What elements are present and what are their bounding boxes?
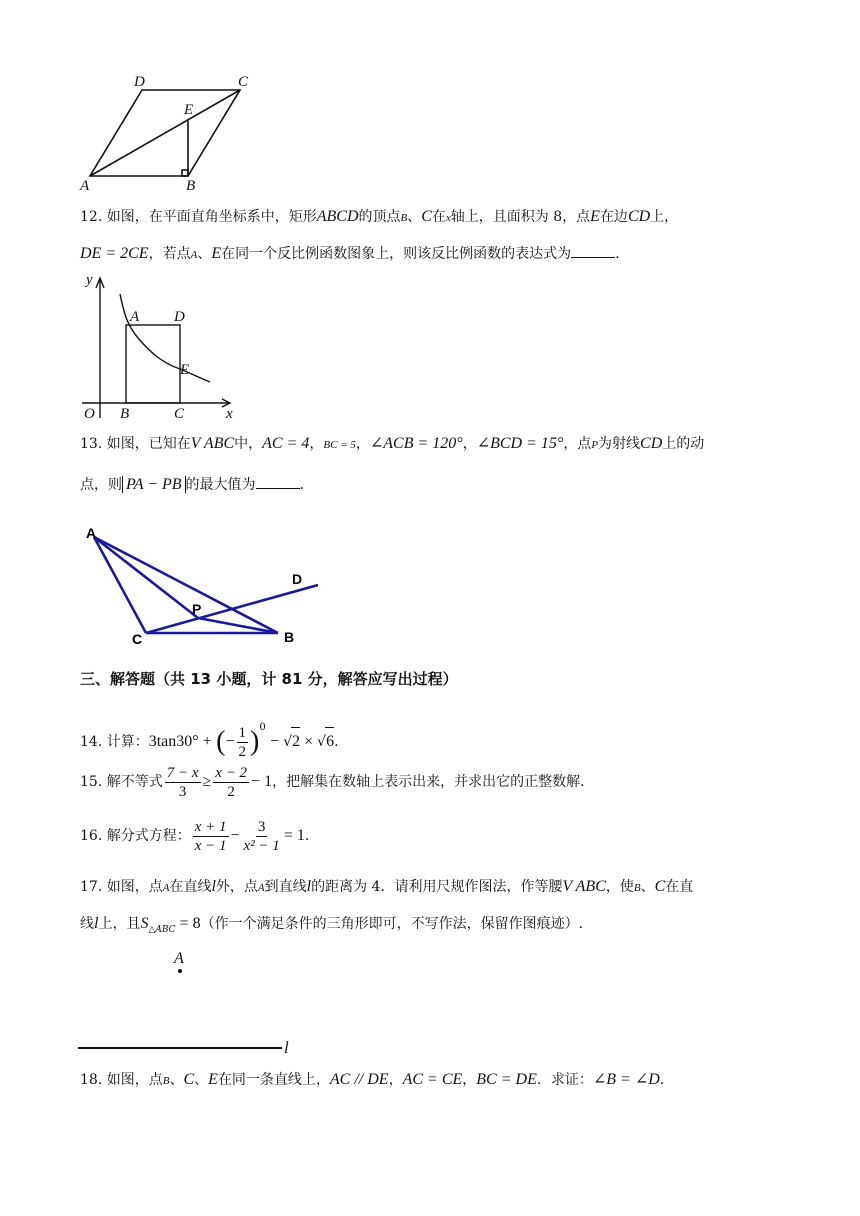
label-O: O [84,406,95,422]
point-A-dot [178,969,182,973]
label-B: B [186,178,196,194]
label-C: C [174,406,185,422]
label-E: E [184,102,194,118]
answer-blank [571,243,615,258]
line-l-label: l [284,1038,289,1057]
label-P: P [192,601,202,617]
label-D: D [134,74,145,90]
q13-line2: 点，则 PA − PB 的最大值为 . [80,476,304,493]
label-A: A [130,309,140,325]
label-A: A [86,525,97,541]
q17-line1: 17. 如图，点A在直线l外，点A到直线l的距离为 4．请利用尺规作图法，作等腰V ABC，使B、C在直 [80,878,694,895]
label-E: E [180,362,190,378]
q12-line2: DE = 2CE，若点A、E在同一个反比例函数图象上，则该反比例函数的表达式为 . [80,245,620,262]
line-l [78,1047,282,1049]
label-x: x [226,406,233,422]
label-D: D [174,309,185,325]
q13-line1: 13. 如图，已知在V ABC中，AC = 4，BC = 5，∠ACB = 120°，∠BCD = 15°，点P为射线CD上的动 [80,435,705,452]
label-C: C [132,631,143,647]
q12-line1: 12. 如图，在平面直角坐标系中，矩形ABCD的顶点B、C在x轴上，且面积为 8，点E在边CD上， [80,208,679,225]
q14-line: 14. 计算：3tan30° + (− $\frac{1}{2}$ )$^0$ − √2 × √6. [80,722,339,760]
figure-coordinate-plane [78,268,248,423]
figure-parallelogram [78,70,258,194]
label-B: B [120,406,130,422]
label-C: C [238,74,249,90]
section-heading: 三、解答题（共 13 小题，计 81 分，解答应写出过程） [80,670,458,688]
label-y: y [86,272,93,288]
point-A-label: A [174,950,184,967]
label-B: B [284,629,295,645]
q17-line2: 线l上，且$S_{\triangle ABC} = 8$（作一个满足条件的三角形即可，不写作法，保留作图痕迹）. [80,915,584,935]
label-D: D [292,571,303,587]
q16-line: 16. 解分式方程： $\frac{x + 1}{x - 1}$ − $\frac{3}{\text{x² − 1}}$ = 1. [80,818,310,854]
figure-triangle-abc [84,522,334,648]
q15-line: 15. 解不等式 $\frac{7 - x}{3}$ ≥ $\frac{x - 2}{2}$ − 1，把解集在数轴上表示出来，并求出它的正整数解. [80,764,585,800]
label-A: A [80,178,90,194]
answer-blank [256,474,300,489]
q18-line: 18. 如图，点B、C、E在同一条直线上，AC // DE，AC = CE，BC = DE．求证：∠B = ∠D. [80,1071,665,1088]
